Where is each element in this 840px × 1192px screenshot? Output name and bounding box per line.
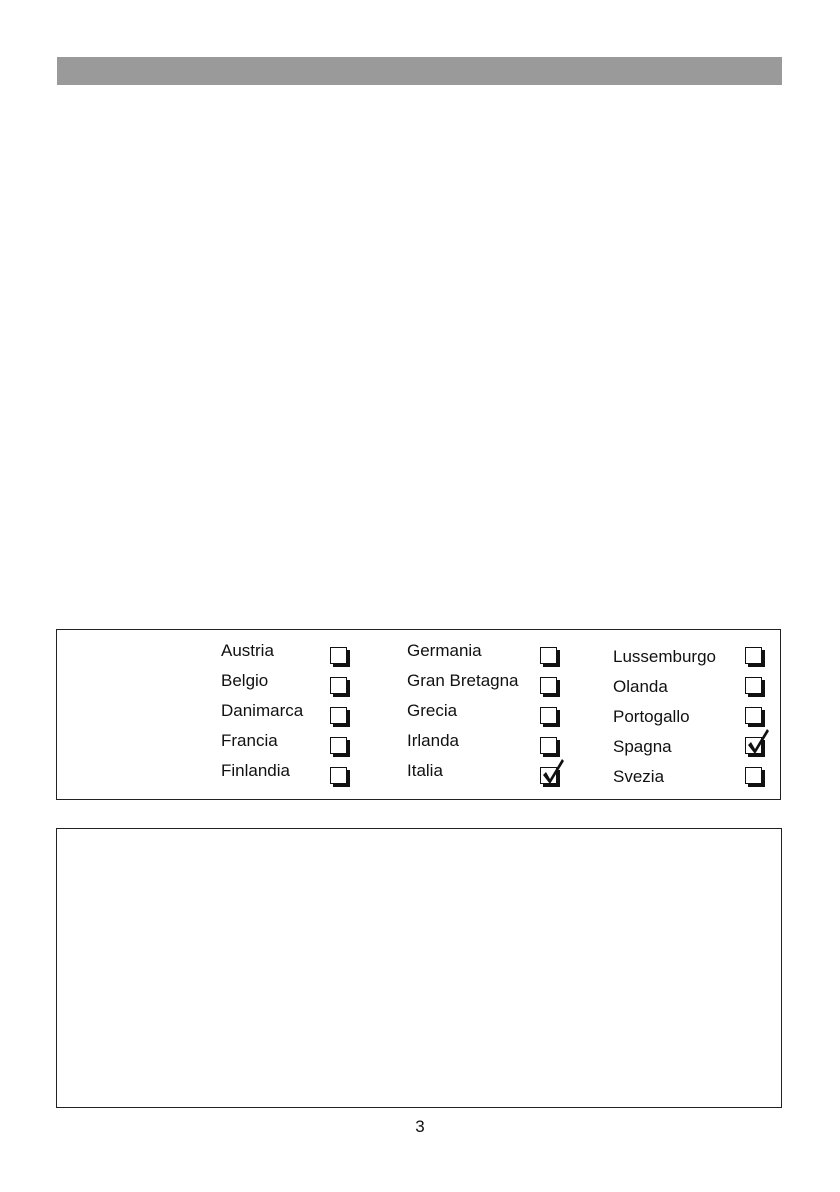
country-label-spagna: Spagna bbox=[613, 737, 672, 756]
notes-box bbox=[56, 828, 782, 1108]
checkbox-belgio[interactable] bbox=[330, 677, 350, 697]
country-label-italia: Italia bbox=[407, 761, 443, 780]
country-label-portogallo: Portogallo bbox=[613, 707, 690, 726]
checkbox-olanda[interactable] bbox=[745, 677, 765, 697]
checkbox-gran-bretagna[interactable] bbox=[540, 677, 560, 697]
country-label-lussemburgo: Lussemburgo bbox=[613, 647, 717, 666]
country-label-olanda: Olanda bbox=[613, 677, 668, 696]
checkbox-grecia[interactable] bbox=[540, 707, 560, 727]
checkbox-germania[interactable] bbox=[540, 647, 560, 667]
country-label-danimarca: Danimarca bbox=[221, 701, 304, 720]
country-label-svezia: Svezia bbox=[613, 767, 665, 786]
country-selection-panel bbox=[56, 629, 781, 800]
checkbox-italia[interactable] bbox=[540, 767, 560, 787]
checkmark-icon bbox=[746, 727, 770, 757]
page-number: 3 bbox=[415, 1117, 425, 1136]
country-label-irlanda: Irlanda bbox=[407, 731, 459, 750]
country-label-belgio: Belgio bbox=[221, 671, 269, 690]
header-bar bbox=[57, 57, 782, 85]
checkbox-lussemburgo[interactable] bbox=[745, 647, 765, 667]
country-label-germania: Germania bbox=[407, 641, 482, 660]
checkbox-portogallo[interactable] bbox=[745, 707, 765, 727]
checkbox-finlandia[interactable] bbox=[330, 767, 350, 787]
country-label-finlandia: Finlandia bbox=[221, 761, 290, 780]
checkmark-icon bbox=[541, 757, 565, 787]
checkbox-svezia[interactable] bbox=[745, 767, 765, 787]
country-label-gran-bretagna: Gran Bretagna bbox=[407, 671, 519, 690]
checkbox-austria[interactable] bbox=[330, 647, 350, 667]
checkbox-spagna[interactable] bbox=[745, 737, 765, 757]
country-label-francia: Francia bbox=[221, 731, 278, 750]
country-label-grecia: Grecia bbox=[407, 701, 458, 720]
checkbox-francia[interactable] bbox=[330, 737, 350, 757]
checkbox-irlanda[interactable] bbox=[540, 737, 560, 757]
checkbox-danimarca[interactable] bbox=[330, 707, 350, 727]
country-label-austria: Austria bbox=[221, 641, 274, 660]
